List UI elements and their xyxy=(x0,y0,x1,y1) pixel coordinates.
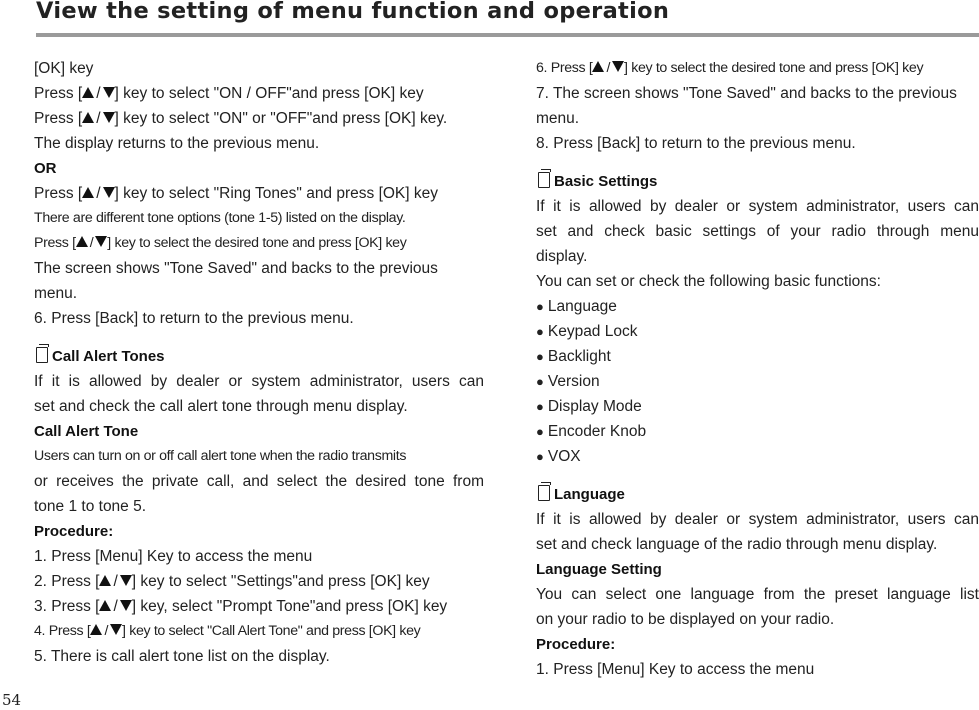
text-line: menu. xyxy=(34,285,78,302)
down-triangle-icon xyxy=(120,600,132,611)
list-item: ● Keypad Lock xyxy=(536,323,638,340)
page-number: 54 xyxy=(2,691,22,709)
text-line: set and check basic settings of your radio through menu xyxy=(536,223,979,240)
up-triangle-icon xyxy=(82,112,94,123)
text-line: 6. Press [Back] to return to the previous menu. xyxy=(34,310,354,327)
up-triangle-icon xyxy=(90,624,102,635)
text-line: set and check language of the radio through menu display. xyxy=(536,536,938,553)
bullet-dot-icon: ● xyxy=(536,449,544,464)
title-divider xyxy=(36,33,979,37)
bullet-dot-icon: ● xyxy=(536,299,544,314)
text-line: tone 1 to tone 5. xyxy=(34,498,147,515)
procedure-step: 8. Press [Back] to return to the previous menu. xyxy=(536,135,856,152)
text-line: The display returns to the previous menu. xyxy=(34,135,320,152)
left-column xyxy=(34,56,484,669)
text-line: menu. xyxy=(536,110,580,127)
text-line: on your radio to be displayed on your radio. xyxy=(536,611,835,628)
down-triangle-icon xyxy=(110,624,122,635)
up-triangle-icon xyxy=(82,87,94,98)
up-triangle-icon xyxy=(82,187,94,198)
down-triangle-icon xyxy=(95,236,107,247)
right-column xyxy=(536,56,979,682)
procedure-step: 6. Press [ / ] key to select the desired tone and press [OK] key xyxy=(536,60,924,76)
procedure-label: Procedure: xyxy=(34,523,114,540)
text-line: There are different tone options (tone 1-5) listed on the display. xyxy=(34,210,406,226)
text-line: display. xyxy=(536,248,588,265)
section-heading-basic-settings: Basic Settings xyxy=(536,169,979,194)
text-line: Press [ / ] key to select the desired tone and press [OK] key xyxy=(34,235,407,251)
text-line: Press [ / ] key to select "ON" or "OFF"and press [OK] key. xyxy=(34,110,448,127)
procedure-step: 4. Press [ / ] key to select "Call Alert Tone" and press [OK] key xyxy=(34,623,421,639)
section-heading-language: Language xyxy=(536,482,979,507)
bullet-dot-icon: ● xyxy=(536,324,544,339)
text-line: If it is allowed by dealer or system administrator, users can xyxy=(536,511,979,528)
procedure-step: 3. Press [ / ] key, select "Prompt Tone"and press [OK] key xyxy=(34,598,448,615)
down-triangle-icon xyxy=(612,61,624,72)
up-triangle-icon xyxy=(99,600,111,611)
down-triangle-icon xyxy=(103,187,115,198)
text-line: The screen shows "Tone Saved" and backs to the previous xyxy=(34,260,438,277)
subheading-language-setting: Language Setting xyxy=(536,561,662,578)
document-icon xyxy=(538,172,550,188)
list-item: ● Encoder Knob xyxy=(536,423,647,440)
document-icon xyxy=(36,347,48,363)
bullet-dot-icon: ● xyxy=(536,374,544,389)
list-item: ● Version xyxy=(536,373,600,390)
list-item: ● Backlight xyxy=(536,348,611,365)
text-line: You can set or check the following basic functions: xyxy=(536,273,881,290)
text-line: Press [ / ] key to select "ON / OFF"and press [OK] key xyxy=(34,85,424,102)
text-line: If it is allowed by dealer or system administrator, users can xyxy=(536,198,979,215)
procedure-step: 5. There is call alert tone list on the display. xyxy=(34,648,330,665)
text-line: or receives the private call, and select the desired tone from xyxy=(34,473,484,490)
document-icon xyxy=(538,485,550,501)
bullet-dot-icon: ● xyxy=(536,424,544,439)
down-triangle-icon xyxy=(103,87,115,98)
text-line: set and check the call alert tone through menu display. xyxy=(34,398,408,415)
up-triangle-icon xyxy=(99,575,111,586)
bullet-dot-icon: ● xyxy=(536,399,544,414)
procedure-step: 1. Press [Menu] Key to access the menu xyxy=(536,661,815,678)
text-line: Users can turn on or off call alert tone when the radio transmits xyxy=(34,448,407,464)
procedure-step: 2. Press [ / ] key to select "Settings"and press [OK] key xyxy=(34,573,430,590)
list-item: ● VOX xyxy=(536,448,581,465)
list-item: ● Display Mode xyxy=(536,398,642,415)
procedure-label: Procedure: xyxy=(536,636,616,653)
or-label: OR xyxy=(34,160,57,177)
subheading-call-alert-tone: Call Alert Tone xyxy=(34,423,139,440)
text-line: You can select one language from the preset language list xyxy=(536,586,979,603)
page-title: View the setting of menu function and operation xyxy=(36,0,670,24)
section-heading-call-alert-tones: Call Alert Tones xyxy=(34,344,484,369)
down-triangle-icon xyxy=(103,112,115,123)
procedure-step: 1. Press [Menu] Key to access the menu xyxy=(34,548,313,565)
text-line: [OK] key xyxy=(34,60,94,77)
text-line: Press [ / ] key to select "Ring Tones" and press [OK] key xyxy=(34,185,439,202)
up-triangle-icon xyxy=(76,236,88,247)
bullet-dot-icon: ● xyxy=(536,349,544,364)
procedure-step: 7. The screen shows "Tone Saved" and backs to the previous xyxy=(536,85,957,102)
up-triangle-icon xyxy=(592,61,604,72)
down-triangle-icon xyxy=(120,575,132,586)
text-line: If it is allowed by dealer or system administrator, users can xyxy=(34,373,484,390)
list-item: ● Language xyxy=(536,298,617,315)
